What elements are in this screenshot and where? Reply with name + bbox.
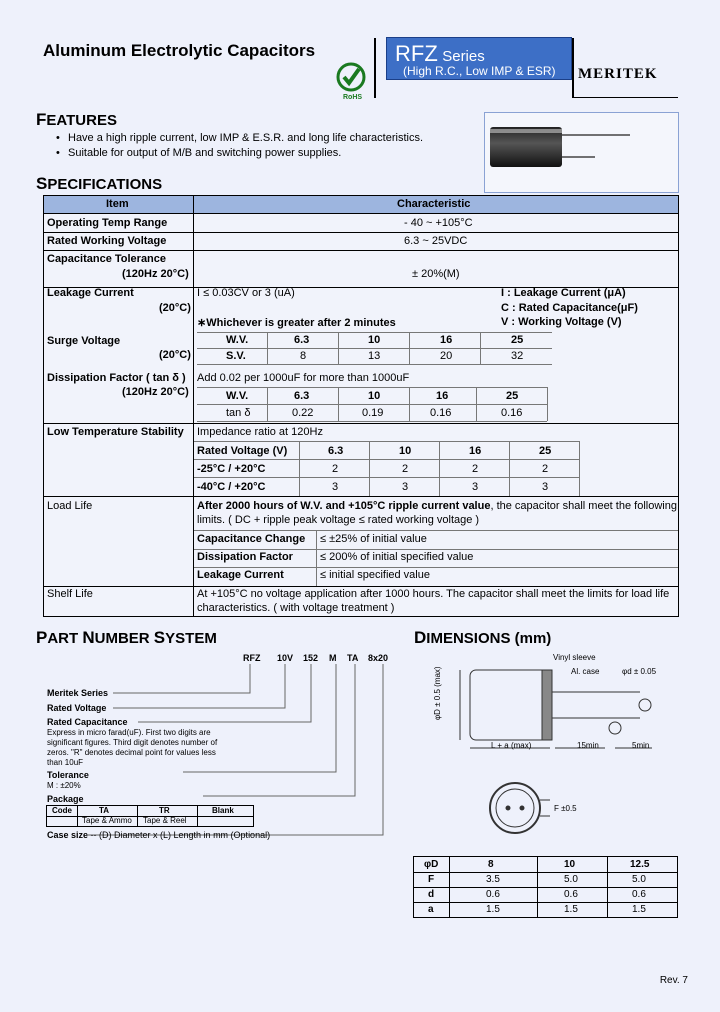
- cap-tolerance-value: ± 20%(M): [412, 268, 460, 280]
- load-life-text: After 2000 hours of W.V. and +105°C ripple current value, the capacitor shall meet the following: [197, 500, 677, 512]
- dim-value: 0.6: [632, 889, 646, 900]
- df-tan: 0.16: [430, 407, 452, 419]
- pkg-value: Tape & Reel: [143, 816, 187, 825]
- leakage-cond: (20°C): [159, 302, 191, 314]
- leakage-formula: I ≤ 0.03CV or 3 (uA): [197, 287, 295, 299]
- load-row-key: Dissipation Factor: [197, 551, 293, 563]
- capacitor-photo: [484, 112, 679, 193]
- pkg-value: Tape & Ammo: [82, 816, 132, 825]
- dim-5min: 5min: [632, 741, 650, 750]
- divider: [572, 38, 574, 98]
- divider: [572, 97, 678, 98]
- series-name: RFZ: [395, 41, 438, 66]
- lowtemp-value: 3: [332, 481, 339, 493]
- shelf-life-text: At +105°C no voltage application after 1000 hours. The capacitor shall meet the limits for load life: [197, 588, 670, 600]
- dim-value: 5.0: [632, 874, 646, 885]
- rated-voltage-label: Rated Working Voltage: [47, 235, 167, 247]
- dim-al-case: Al. case: [571, 667, 600, 676]
- series-word: Series: [442, 48, 485, 65]
- code-voltage: 10V: [277, 653, 294, 663]
- load-life-label: Load Life: [47, 500, 93, 512]
- load-life-text2: limits. ( DC + ripple peak voltage ≤ rated working voltage ): [197, 514, 480, 526]
- part-number-heading: PART NUMBER SYSTEM: [36, 628, 217, 647]
- spec-table: [43, 195, 679, 617]
- lowtemp-note: Impedance ratio at 120Hz: [197, 426, 323, 438]
- df-tan: 0.22: [292, 407, 314, 419]
- lowtemp-value: 2: [472, 463, 479, 475]
- dim-value: 1.5: [486, 904, 500, 915]
- dim-value: 0.6: [564, 889, 578, 900]
- series-subtitle: (High R.C., Low IMP & ESR): [403, 64, 556, 78]
- lowtemp-value: 3: [402, 481, 409, 493]
- pns-meritek-series: Meritek Series: [47, 688, 109, 698]
- df-tan: 0.16: [501, 407, 523, 419]
- df-tan: 0.19: [362, 407, 384, 419]
- dim-length: L + a (max): [491, 741, 532, 750]
- code-tolerance: M: [329, 653, 337, 663]
- pns-case-size: Case size -- (D) Diameter x (L) Length in mm (Optional): [47, 830, 271, 840]
- feature-item: • Have a high ripple current, low IMP & E.S.R. and long life characteristics.: [68, 132, 423, 144]
- package-table: [46, 805, 254, 827]
- surge-wv: 16: [440, 334, 453, 346]
- pns-cap-desc: zeros. "R" denotes decimal point for values less: [47, 748, 216, 757]
- dimensions-table: [413, 856, 678, 918]
- lowtemp-volt: 16: [469, 445, 482, 457]
- op-temp-label: Operating Temp Range: [47, 217, 168, 229]
- load-row-value: ≤ initial specified value: [320, 569, 430, 581]
- dim-row-label: F: [428, 874, 435, 885]
- dim-row-label: a: [428, 904, 434, 915]
- pns-tolerance-value: M : ±20%: [47, 781, 81, 790]
- load-row-key: Leakage Current: [197, 569, 284, 581]
- df-cond: (120Hz 20°C): [122, 386, 189, 398]
- pns-tolerance: Tolerance: [47, 770, 89, 780]
- feature-item: • Suitable for output of M/B and switching power supplies.: [68, 147, 341, 159]
- dim-pitch: F ±0.5: [554, 804, 577, 813]
- df-wv: 25: [506, 390, 519, 402]
- page-title: Aluminum Electrolytic Capacitors: [43, 41, 316, 60]
- dimensions-drawing: [430, 650, 690, 850]
- dim-lead-diameter: φd ± 0.05: [622, 667, 657, 676]
- pkg-hdr: Blank: [212, 806, 234, 815]
- lowtemp-value: 3: [542, 481, 549, 493]
- dim-table-hdr: 12.5: [630, 859, 650, 870]
- brand-logo: MERITEK: [578, 66, 658, 82]
- load-row-value: ≤ 200% of initial specified value: [320, 551, 474, 563]
- lowtemp-value: 2: [332, 463, 339, 475]
- rohs-icon: [336, 62, 366, 97]
- surge-wv: 6.3: [294, 334, 310, 346]
- code-case-size: 8x20: [368, 653, 389, 663]
- pns-cap-desc: significant figures. Third digit denotes number of: [47, 738, 218, 747]
- lowtemp-volt: 25: [539, 445, 552, 457]
- dim-value: 0.6: [486, 889, 500, 900]
- specifications-heading: SPECIFICATIONS: [36, 174, 163, 193]
- dim-table-hdr: φD: [424, 859, 439, 870]
- leakage-legend: V : Working Voltage (V): [501, 316, 622, 328]
- surge-sv: 20: [440, 350, 453, 362]
- pns-cap-desc: than 10uF: [47, 758, 84, 767]
- cap-tolerance-label: Capacitance Tolerance: [47, 253, 167, 265]
- df-wv: 6.3: [294, 390, 310, 402]
- lowtemp-voltage-label: Rated Voltage (V): [197, 445, 288, 457]
- dim-vinyl-sleeve: Vinyl sleeve: [553, 653, 596, 662]
- series-box: [386, 37, 572, 80]
- load-row-value: ≤ ±25% of initial value: [320, 533, 427, 545]
- rated-voltage-value: 6.3 ~ 25VDC: [404, 235, 468, 247]
- dim-value: 3.5: [486, 874, 500, 885]
- cap-tolerance-cond: (120Hz 20°C): [122, 268, 189, 280]
- lowtemp-row-label: -25°C / +20°C: [197, 463, 266, 475]
- leakage-label: Leakage Current: [47, 287, 134, 299]
- load-row-key: Capacitance Change: [197, 533, 306, 545]
- df-wv: 10: [368, 390, 381, 402]
- dim-value: 1.5: [632, 904, 646, 915]
- lowtemp-label: Low Temperature Stability: [47, 426, 184, 438]
- leakage-legend: I : Leakage Current (μA): [501, 287, 626, 299]
- dim-row-label: d: [428, 889, 435, 900]
- leakage-note: ∗Whichever is greater after 2 minutes: [197, 317, 396, 329]
- code-package: TA: [347, 653, 359, 663]
- features-heading: FEATURES: [36, 110, 117, 129]
- df-wv-label: W.V.: [226, 390, 249, 402]
- surge-wv-label: W.V.: [226, 334, 249, 346]
- code-series: RFZ: [243, 653, 261, 663]
- rohs-label: RoHS: [343, 94, 363, 101]
- df-label: Dissipation Factor ( tan δ ): [47, 372, 186, 384]
- revision: Rev. 7: [659, 975, 688, 986]
- pns-package: Package: [47, 794, 84, 804]
- dim-table-hdr: 10: [564, 859, 576, 870]
- shelf-life-text2: characteristics. ( with voltage treatment ): [197, 602, 395, 614]
- dim-table-hdr: 8: [488, 859, 494, 870]
- lowtemp-volt: 6.3: [328, 445, 344, 457]
- divider: [374, 38, 376, 98]
- surge-cond: (20°C): [159, 349, 191, 361]
- dim-value: 1.5: [564, 904, 578, 915]
- pkg-hdr: Code: [52, 806, 72, 815]
- surge-wv: 25: [511, 334, 524, 346]
- surge-sv: 32: [511, 350, 524, 362]
- table-header: [44, 196, 678, 214]
- lowtemp-row-label: -40°C / +20°C: [197, 481, 266, 493]
- pns-rated-voltage: Rated Voltage: [47, 703, 107, 713]
- dim-15min: 15min: [577, 741, 599, 750]
- df-tan-label: tan δ: [226, 407, 251, 419]
- df-note: Add 0.02 per 1000uF for more than 1000uF: [197, 372, 410, 384]
- pns-rated-capacitance: Rated Capacitance: [47, 717, 128, 727]
- dimensions-heading: DIMENSIONS (mm): [414, 628, 552, 647]
- surge-sv: 8: [300, 350, 307, 362]
- op-temp-value: - 40 ~ +105°C: [404, 217, 473, 229]
- pkg-hdr: TR: [159, 806, 170, 815]
- dim-diameter: φD ± 0.5 (max): [433, 666, 442, 720]
- shelf-life-label: Shelf Life: [47, 588, 93, 600]
- col-item: Item: [106, 198, 129, 210]
- lowtemp-value: 2: [402, 463, 409, 475]
- lowtemp-value: 2: [542, 463, 549, 475]
- pns-cap-desc: Express in micro farad(uF). First two digits are: [47, 728, 211, 737]
- leakage-legend: C : Rated Capacitance(μF): [501, 302, 638, 314]
- df-wv: 16: [436, 390, 449, 402]
- dim-value: 5.0: [564, 874, 578, 885]
- col-characteristic: Characteristic: [397, 198, 471, 210]
- surge-wv: 10: [368, 334, 381, 346]
- lowtemp-volt: 10: [399, 445, 412, 457]
- lowtemp-value: 3: [472, 481, 479, 493]
- surge-sv-label: S.V.: [226, 350, 246, 362]
- surge-sv: 13: [368, 350, 381, 362]
- code-capacitance: 152: [303, 653, 319, 663]
- pkg-hdr: TA: [99, 806, 110, 815]
- surge-label: Surge Voltage: [47, 335, 121, 347]
